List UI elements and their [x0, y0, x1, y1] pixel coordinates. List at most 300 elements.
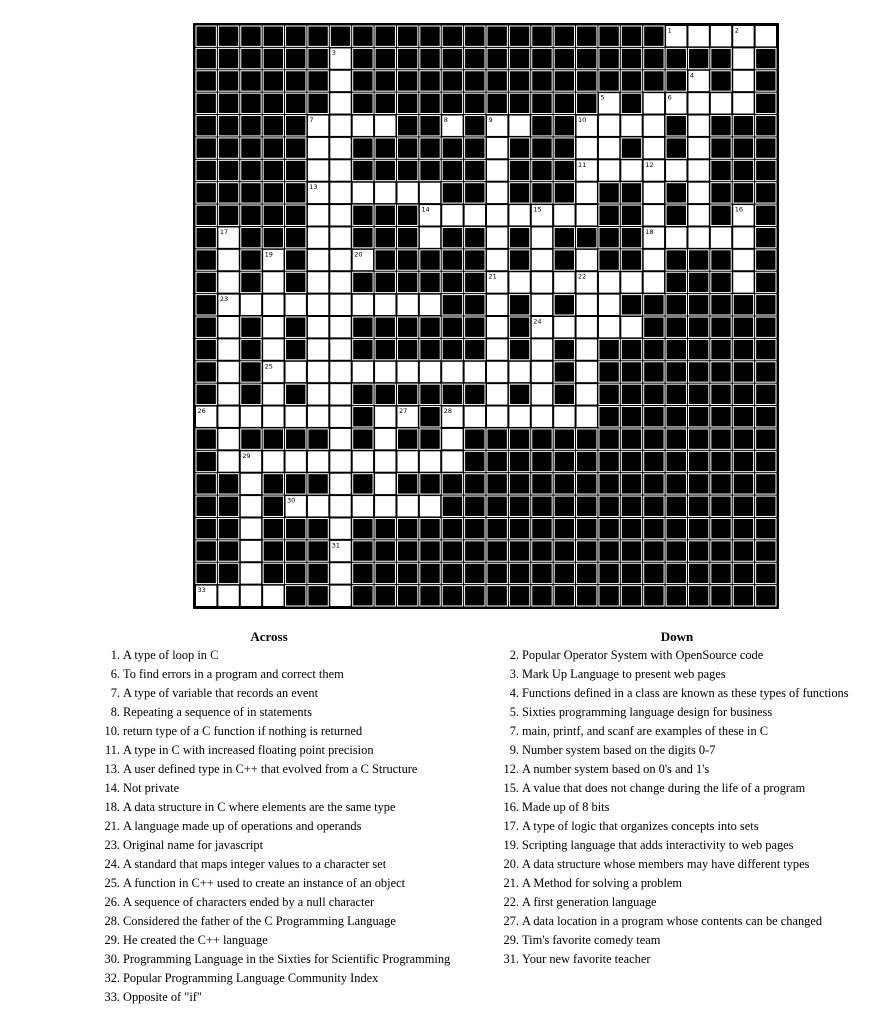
grid-cell-white[interactable]: [330, 362, 350, 382]
grid-cell-black: [621, 138, 641, 158]
grid-cell-black: [241, 339, 261, 359]
grid-cell-white[interactable]: [554, 272, 574, 292]
grid-cell-white[interactable]: [532, 227, 552, 247]
grid-cell-white[interactable]: [241, 295, 261, 315]
grid-cell-black: [532, 496, 552, 516]
grid-cell-white[interactable]: [487, 295, 507, 315]
across-clue: [88, 722, 488, 741]
grid-cell-black: [353, 518, 373, 538]
grid-cell-black: [465, 518, 485, 538]
grid-cell-white[interactable]: [599, 138, 619, 158]
grid-cell-black: [241, 71, 261, 91]
grid-cell-black: [711, 205, 731, 225]
grid-cell-white[interactable]: [375, 451, 395, 471]
grid-cell-white[interactable]: [688, 183, 708, 203]
grid-cell-white[interactable]: [308, 317, 328, 337]
grid-cell-white[interactable]: [599, 116, 619, 136]
grid-cell-black: [756, 138, 776, 158]
grid-cell-black: [375, 26, 395, 46]
grid-cell-white[interactable]: [330, 317, 350, 337]
grid-cell-black: [688, 474, 708, 494]
grid-cell-black: [711, 138, 731, 158]
grid-cell-white[interactable]: [330, 160, 350, 180]
grid-cell-white[interactable]: [532, 339, 552, 359]
grid-cell-black: [196, 205, 216, 225]
grid-cell-black: [465, 183, 485, 203]
grid-cell-white[interactable]: [688, 116, 708, 136]
grid-cell-black: [509, 496, 529, 516]
grid-cell-black: [711, 116, 731, 136]
grid-cell-white[interactable]: [241, 407, 261, 427]
grid-cell-black: [308, 93, 328, 113]
grid-cell-white[interactable]: [666, 227, 686, 247]
grid-cell-white[interactable]: [711, 227, 731, 247]
grid-cell-black: [420, 407, 440, 427]
grid-cell-white[interactable]: [330, 429, 350, 449]
grid-cell-white[interactable]: [263, 451, 283, 471]
grid-cell-black: [196, 227, 216, 247]
grid-cell-white[interactable]: [308, 496, 328, 516]
clue-number-label: 19: [264, 250, 273, 259]
grid-cell-white[interactable]: [532, 407, 552, 427]
grid-cell-black: [666, 407, 686, 427]
grid-cell-white[interactable]: [756, 26, 776, 46]
clue-text: A number system based on 0's and 1's: [522, 762, 710, 776]
grid-cell-black: [397, 71, 417, 91]
grid-cell-white[interactable]: [554, 407, 574, 427]
grid-cell-white[interactable]: [487, 317, 507, 337]
grid-cell-white[interactable]: [218, 272, 238, 292]
grid-cell-black: [577, 48, 597, 68]
grid-cell-black: [375, 563, 395, 583]
grid-cell-white[interactable]: [330, 250, 350, 270]
grid-cell-black: [286, 183, 306, 203]
grid-cell-white[interactable]: [241, 541, 261, 561]
grid-cell-black: [286, 26, 306, 46]
grid-cell-white[interactable]: [688, 26, 708, 46]
grid-cell-black: [577, 586, 597, 606]
grid-cell-white[interactable]: [330, 116, 350, 136]
grid-cell-black: [621, 474, 641, 494]
grid-cell-white[interactable]: [688, 93, 708, 113]
grid-cell-white[interactable]: [554, 205, 574, 225]
grid-cell-white[interactable]: [442, 362, 462, 382]
grid-cell-white[interactable]: [308, 339, 328, 359]
grid-cell-white[interactable]: [465, 407, 485, 427]
grid-cell-black: [688, 272, 708, 292]
grid-cell-white[interactable]: [330, 563, 350, 583]
grid-cell-white[interactable]: [330, 227, 350, 247]
clue-text: Considered the father of the C Programming Language: [123, 914, 396, 928]
grid-cell-white[interactable]: [577, 317, 597, 337]
grid-cell-white[interactable]: [577, 205, 597, 225]
across-clue: [88, 855, 488, 874]
down-clue: [487, 760, 887, 779]
grid-cell-white[interactable]: [308, 295, 328, 315]
grid-cell-white[interactable]: [330, 272, 350, 292]
grid-cell-white[interactable]: [688, 160, 708, 180]
grid-cell-white[interactable]: [487, 183, 507, 203]
grid-cell-black: [644, 384, 664, 404]
grid-cell-black: [509, 474, 529, 494]
grid-cell-white[interactable]: [509, 362, 529, 382]
grid-cell-white[interactable]: [308, 407, 328, 427]
grid-cell-white[interactable]: [621, 317, 641, 337]
grid-cell-white[interactable]: [733, 227, 753, 247]
grid-cell-white[interactable]: [375, 116, 395, 136]
grid-cell-black: [375, 205, 395, 225]
grid-cell-white[interactable]: [330, 474, 350, 494]
grid-cell-white[interactable]: [509, 205, 529, 225]
grid-cell-white[interactable]: [644, 205, 664, 225]
grid-cell-white[interactable]: [442, 205, 462, 225]
grid-cell-black: [442, 496, 462, 516]
grid-cell-white[interactable]: [621, 272, 641, 292]
grid-cell-white[interactable]: [599, 317, 619, 337]
grid-cell-white[interactable]: [420, 451, 440, 471]
grid-cell-black: [599, 26, 619, 46]
grid-cell-black: [532, 116, 552, 136]
grid-cell-black: [577, 26, 597, 46]
grid-cell-black: [487, 26, 507, 46]
grid-cell-white[interactable]: [330, 295, 350, 315]
grid-cell-white[interactable]: [308, 250, 328, 270]
grid-cell-black: [487, 93, 507, 113]
grid-cell-black: [509, 586, 529, 606]
grid-cell-white[interactable]: [330, 205, 350, 225]
grid-cell-white[interactable]: [263, 272, 283, 292]
grid-cell-white[interactable]: [353, 451, 373, 471]
grid-cell-black: [286, 48, 306, 68]
grid-cell-white[interactable]: [666, 160, 686, 180]
grid-cell-white[interactable]: [442, 429, 462, 449]
grid-cell-white[interactable]: [733, 48, 753, 68]
grid-cell-white[interactable]: [308, 227, 328, 247]
clue-number-label: 3: [331, 48, 336, 57]
clue-number: 21.: [104, 819, 120, 833]
grid-cell-black: [420, 71, 440, 91]
grid-cell-black: [442, 586, 462, 606]
grid-cell-white[interactable]: [397, 295, 417, 315]
grid-cell-white[interactable]: [599, 295, 619, 315]
grid-cell-black: [465, 317, 485, 337]
grid-cell-white[interactable]: [577, 183, 597, 203]
grid-cell-black: [308, 518, 328, 538]
grid-cell-white[interactable]: [330, 407, 350, 427]
grid-cell-white[interactable]: [644, 250, 664, 270]
grid-cell-black: [487, 429, 507, 449]
grid-cell-black: [353, 429, 373, 449]
grid-cell-white[interactable]: [330, 138, 350, 158]
grid-cell-white[interactable]: [308, 138, 328, 158]
grid-cell-white[interactable]: [308, 272, 328, 292]
grid-cell-black: [599, 429, 619, 449]
grid-cell-white[interactable]: [218, 339, 238, 359]
grid-cell-white[interactable]: [330, 384, 350, 404]
grid-cell-black: [554, 563, 574, 583]
down-clue: [487, 703, 887, 722]
grid-cell-white[interactable]: [241, 518, 261, 538]
grid-cell-white[interactable]: [308, 205, 328, 225]
grid-cell-black: [397, 518, 417, 538]
grid-cell-white[interactable]: [263, 317, 283, 337]
grid-cell-white[interactable]: [286, 362, 306, 382]
grid-cell-black: [621, 384, 641, 404]
across-clue: [88, 798, 488, 817]
grid-cell-white[interactable]: [532, 250, 552, 270]
grid-cell-white[interactable]: [644, 93, 664, 113]
grid-cell-white[interactable]: [241, 586, 261, 606]
grid-cell-white[interactable]: [375, 362, 395, 382]
grid-cell-black: [554, 250, 574, 270]
grid-cell-white[interactable]: [375, 183, 395, 203]
grid-cell-white[interactable]: [375, 407, 395, 427]
grid-cell-black: [241, 160, 261, 180]
grid-cell-white[interactable]: [577, 138, 597, 158]
grid-cell-white[interactable]: [577, 339, 597, 359]
grid-cell-white[interactable]: [420, 362, 440, 382]
clue-number: 4.: [509, 686, 519, 700]
grid-cell-black: [733, 563, 753, 583]
grid-cell-black: [465, 160, 485, 180]
grid-cell-white[interactable]: [465, 205, 485, 225]
grid-cell-black: [688, 362, 708, 382]
grid-cell-white[interactable]: [397, 183, 417, 203]
grid-cell-black: [532, 474, 552, 494]
clue-number: 3.: [509, 667, 519, 681]
grid-cell-black: [532, 138, 552, 158]
grid-cell-white[interactable]: [397, 496, 417, 516]
grid-cell-white[interactable]: [375, 474, 395, 494]
grid-cell-white[interactable]: [353, 496, 373, 516]
grid-cell-black: [442, 295, 462, 315]
grid-cell-white[interactable]: [711, 26, 731, 46]
grid-cell-white[interactable]: [241, 563, 261, 583]
grid-cell-white[interactable]: [577, 362, 597, 382]
grid-cell-white[interactable]: [420, 183, 440, 203]
grid-cell-black: [442, 339, 462, 359]
grid-cell-black: [353, 272, 373, 292]
grid-cell-white[interactable]: [241, 496, 261, 516]
grid-cell-white[interactable]: [218, 407, 238, 427]
grid-cell-black: [218, 160, 238, 180]
grid-cell-black: [465, 563, 485, 583]
grid-cell-white[interactable]: [420, 496, 440, 516]
grid-cell-white[interactable]: [554, 317, 574, 337]
grid-cell-white[interactable]: [599, 160, 619, 180]
grid-cell-white[interactable]: [218, 317, 238, 337]
grid-cell-white[interactable]: [330, 586, 350, 606]
grid-cell-black: [397, 429, 417, 449]
grid-cell-white[interactable]: [487, 160, 507, 180]
grid-cell-white[interactable]: [330, 518, 350, 538]
grid-cell-black: [465, 384, 485, 404]
grid-cell-white[interactable]: [241, 474, 261, 494]
grid-cell-white[interactable]: [599, 272, 619, 292]
grid-cell-white[interactable]: [487, 339, 507, 359]
grid-cell-white[interactable]: [577, 295, 597, 315]
grid-cell-white[interactable]: [218, 451, 238, 471]
grid-cell-black: [509, 160, 529, 180]
grid-cell-white[interactable]: [487, 250, 507, 270]
grid-cell-black: [644, 563, 664, 583]
grid-cell-white[interactable]: [263, 384, 283, 404]
grid-cell-black: [263, 71, 283, 91]
grid-cell-white[interactable]: [263, 295, 283, 315]
grid-cell-white[interactable]: [733, 272, 753, 292]
grid-cell-white[interactable]: [532, 272, 552, 292]
grid-cell-white[interactable]: [218, 250, 238, 270]
grid-cell-white[interactable]: [218, 362, 238, 382]
grid-cell-white[interactable]: [442, 451, 462, 471]
grid-cell-black: [509, 183, 529, 203]
grid-cell-white[interactable]: [353, 116, 373, 136]
grid-cell-white[interactable]: [308, 362, 328, 382]
grid-cell-white[interactable]: [330, 93, 350, 113]
grid-cell-black: [644, 407, 664, 427]
grid-cell-white[interactable]: [375, 496, 395, 516]
grid-cell-white[interactable]: [465, 362, 485, 382]
grid-cell-white[interactable]: [509, 272, 529, 292]
grid-cell-black: [666, 339, 686, 359]
grid-cell-black: [218, 496, 238, 516]
grid-cell-black: [733, 474, 753, 494]
grid-cell-white[interactable]: [263, 407, 283, 427]
grid-cell-white[interactable]: [308, 451, 328, 471]
grid-cell-white[interactable]: [532, 384, 552, 404]
grid-cell-white[interactable]: [532, 295, 552, 315]
grid-cell-black: [711, 496, 731, 516]
grid-cell-white[interactable]: [375, 429, 395, 449]
grid-cell-white[interactable]: [308, 384, 328, 404]
grid-cell-black: [263, 116, 283, 136]
grid-cell-black: [621, 339, 641, 359]
grid-cell-black: [599, 496, 619, 516]
grid-cell-white[interactable]: [397, 451, 417, 471]
grid-cell-white[interactable]: [397, 362, 417, 382]
grid-cell-black: [733, 451, 753, 471]
grid-cell-white[interactable]: [330, 451, 350, 471]
grid-cell-white[interactable]: [263, 339, 283, 359]
grid-cell-black: [465, 541, 485, 561]
down-clue: [487, 874, 887, 893]
grid-cell-white[interactable]: [487, 227, 507, 247]
clue-number-label: 5: [600, 93, 605, 102]
down-clue: [487, 836, 887, 855]
grid-cell-white[interactable]: [509, 116, 529, 136]
grid-cell-white[interactable]: [733, 250, 753, 270]
grid-cell-black: [733, 183, 753, 203]
clue-number-label: 14: [421, 205, 430, 214]
across-clue: [88, 817, 488, 836]
grid-cell-black: [711, 362, 731, 382]
grid-cell-black: [442, 272, 462, 292]
grid-cell-white[interactable]: [218, 586, 238, 606]
grid-cell-white[interactable]: [487, 407, 507, 427]
clue-number: 27.: [503, 914, 519, 928]
grid-cell-black: [644, 339, 664, 359]
grid-cell-black: [666, 563, 686, 583]
grid-cell-white[interactable]: [688, 205, 708, 225]
grid-cell-white[interactable]: [420, 227, 440, 247]
grid-cell-white[interactable]: [644, 116, 664, 136]
grid-cell-black: [196, 563, 216, 583]
grid-cell-white[interactable]: [286, 451, 306, 471]
grid-cell-white[interactable]: [688, 227, 708, 247]
grid-cell-white[interactable]: [375, 295, 395, 315]
clue-number-label: 6: [667, 93, 672, 102]
grid-cell-black: [666, 384, 686, 404]
grid-cell-white[interactable]: [509, 407, 529, 427]
down-heading: Down: [660, 629, 694, 644]
grid-cell-white[interactable]: [621, 116, 641, 136]
grid-cell-black: [465, 586, 485, 606]
grid-cell-black: [554, 474, 574, 494]
grid-cell-white[interactable]: [218, 384, 238, 404]
grid-cell-black: [554, 339, 574, 359]
grid-cell-white[interactable]: [353, 183, 373, 203]
grid-cell-white[interactable]: [420, 295, 440, 315]
grid-cell-white[interactable]: [688, 138, 708, 158]
grid-cell-white[interactable]: [353, 295, 373, 315]
grid-cell-white[interactable]: [733, 93, 753, 113]
grid-cell-black: [420, 48, 440, 68]
grid-cell-white[interactable]: [286, 295, 306, 315]
grid-cell-white[interactable]: [286, 407, 306, 427]
clue-number-label: 24: [533, 317, 542, 326]
grid-cell-white[interactable]: [487, 205, 507, 225]
grid-cell-white[interactable]: [308, 160, 328, 180]
grid-cell-white[interactable]: [330, 496, 350, 516]
grid-cell-white[interactable]: [353, 362, 373, 382]
grid-cell-white[interactable]: [577, 250, 597, 270]
grid-cell-white[interactable]: [330, 71, 350, 91]
grid-cell-white[interactable]: [577, 407, 597, 427]
grid-cell-black: [196, 250, 216, 270]
grid-cell-white[interactable]: [711, 93, 731, 113]
grid-cell-black: [397, 474, 417, 494]
grid-cell-white[interactable]: [330, 183, 350, 203]
grid-cell-white[interactable]: [577, 384, 597, 404]
grid-cell-white[interactable]: [644, 138, 664, 158]
grid-cell-white[interactable]: [733, 71, 753, 91]
across-clue-list: [88, 646, 488, 1007]
grid-cell-black: [711, 295, 731, 315]
clue-number: 17.: [503, 819, 519, 833]
grid-cell-white[interactable]: [330, 339, 350, 359]
grid-cell-white[interactable]: [644, 272, 664, 292]
grid-cell-white[interactable]: [487, 138, 507, 158]
grid-cell-black: [509, 317, 529, 337]
grid-cell-white[interactable]: [532, 362, 552, 382]
grid-cell-white[interactable]: [487, 362, 507, 382]
grid-cell-white[interactable]: [487, 384, 507, 404]
clue-number: 24.: [104, 857, 120, 871]
grid-cell-white[interactable]: [621, 160, 641, 180]
grid-cell-black: [241, 362, 261, 382]
across-clue: [88, 779, 488, 798]
grid-cell-black: [688, 339, 708, 359]
grid-cell-white[interactable]: [644, 183, 664, 203]
grid-cell-black: [509, 250, 529, 270]
grid-cell-black: [263, 227, 283, 247]
grid-cell-white[interactable]: [218, 429, 238, 449]
grid-cell-white[interactable]: [263, 586, 283, 606]
clue-number-label: 17: [219, 227, 229, 236]
grid-cell-black: [375, 586, 395, 606]
clue-text: Repeating a sequence of in statements: [123, 705, 312, 719]
clue-text: A language made up of operations and operands: [123, 819, 362, 833]
